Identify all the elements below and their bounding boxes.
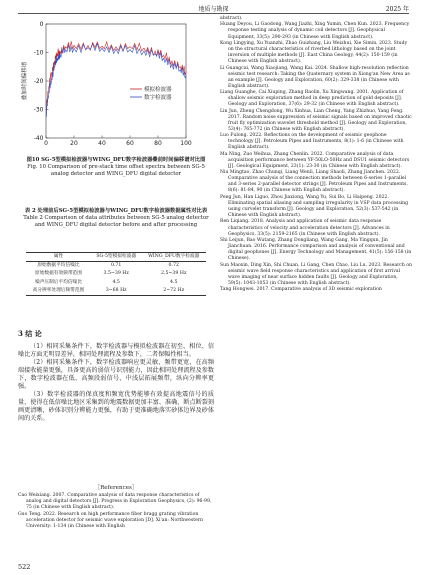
table-cell: 2~72 Hz bbox=[163, 287, 185, 293]
reference-item: Guo Teng. 2022. Research on high performance fiber bragg grating vibration acceleration detector for seismic wave exploration [D]. Xi'an: Northwestern University: 1-134 (in Chinese with English bbox=[18, 511, 203, 529]
conclusions-body bbox=[18, 343, 214, 423]
table-cell: 高分辨率处理后频带范围 bbox=[32, 287, 85, 293]
table-header-cell: SG-5型模拟检波器 bbox=[96, 254, 137, 259]
reference-item: Luo Fulong. 2022. Reflections on the development of seismic geophone technology [J]. Petroleum Pipes and Instruments, 8(1): 1-6 (in Chinese with English abstract). bbox=[220, 133, 404, 151]
header-rule bbox=[18, 13, 409, 14]
reference-item: Li Guangcai, Wang Xiaojiang, Wang Kai. 2024. Shallow high-resolution reflection seismic test research: Taking the Quaternary system in Xiong'an New Area as an example [J]. Geology and Exploration, 60(2): 329-338 (in Chinese with English abstract). bbox=[220, 65, 410, 89]
x-tick-label: 60 bbox=[126, 140, 134, 147]
reference-item: Ren Liqiang. 2018. Analysis and application of seismic data response characteristics of velocity and acceleration detectors [J]. Advances in Geophysics, 33(5): 2159-2165 (in Chinese with English abstract). bbox=[220, 219, 390, 237]
table-caption-zh: 表 2 处理前后SG-5型模拟检波器与WING_DFU数字检波器数据属性对比表 bbox=[24, 208, 208, 214]
table-cell: 4.5 bbox=[112, 279, 120, 285]
reference-item: Lin Jun, Zheng Chengdong, Wu Xinhua, Lian Cheng, Yang Zhizhuo, Yang Feng. 2017. Random noise suppression of seismic signals based on improved chaotic fruit fly optimization wavelet threshold method [J]. Geology and Exploration, 53(4): 765-772 (in Chinese with English abstract). bbox=[220, 108, 412, 132]
right-column bbox=[220, 16, 412, 561]
x-tick-label: 80 bbox=[154, 140, 162, 147]
table-cell: 2.5~39 Hz bbox=[161, 271, 187, 277]
table-row bbox=[26, 262, 206, 271]
table-cell: 3.5~39 Hz bbox=[103, 271, 129, 277]
y-tick-label: -10 bbox=[33, 49, 44, 57]
table-cell: 原始数据有效频带范围 bbox=[35, 271, 82, 277]
paragraph: （3）数字检波器的保真度和频宽优势能够有效提高地震信号的质量，使得在低信噪比地区采集到的地震数据更加丰富、准确，断点断裂刻画更清晰，砂体识别分辨能力更强，有助于更准确地落实砂体边界及砂体间的关系。 bbox=[18, 391, 214, 423]
reference-item: Shi Leijun, Bao Wutang, Zhang Dongliang, Wang Gang, Ma Yingqun, Jin Jianchuan. 2016. Performance comparison and analysis of conventional and digital geophones [J]. Energy Technology and Management, 41(5): 156-158 (in Chinese). bbox=[220, 237, 412, 262]
reference-item: Tang Hongwei. 2017. Comparative analysis of 3D seismic exploration bbox=[220, 287, 382, 293]
table-header-cell: 属性 bbox=[53, 254, 64, 259]
table-row bbox=[26, 270, 206, 278]
reference-item: abstract). bbox=[220, 16, 243, 21]
paragraph: （2）相同采集条件下，数字检波器响应更灵敏，频带更宽，在高频端接收能量更强，具备更高的弱信号识别能力，因此相同处理流程及参数下，数字检波器在低、高频段弱信号、中浅层拓展频带，纵向分辨率更强。 bbox=[18, 359, 214, 391]
running-header bbox=[0, 0, 427, 14]
x-tick-label: 100 bbox=[180, 140, 192, 147]
figure-caption-en: Fig. 10 Comparison of pre-stack time offset spectra between SG-5 analog detector and WING_DFU digital detector bbox=[27, 164, 205, 178]
references-heading: ［References］ bbox=[94, 485, 138, 491]
y-tick-label: 0 bbox=[39, 21, 44, 28]
table-cell: 0.72 bbox=[168, 263, 179, 269]
y-tick-label: -20 bbox=[33, 78, 44, 85]
references-left bbox=[18, 493, 214, 530]
table-caption-en: Table 2 Comparison of data attributes between SG-5 analog detector and WING_DFU digital detector before and after processing bbox=[23, 215, 209, 229]
figure-caption bbox=[18, 157, 214, 178]
table-header-cell: WING_DFU数字检波器 bbox=[148, 254, 200, 259]
reference-item: Sun Maoxin, Ding Xin, Shi Chuan, Li Gang, Chen Chao, Liu Lu. 2023. Research on seismic wave field response characteristics and application of first arrival wave imaging of near surface hidden faults [J]. Geology and Exploration, 59(5): 1043-1053 (in Chinese with English abstract). bbox=[220, 262, 412, 286]
left-column bbox=[18, 16, 214, 561]
attribute-table bbox=[26, 252, 206, 296]
series-line-2 bbox=[46, 44, 186, 117]
table-cell: 噪声压制后平均信噪比 bbox=[35, 279, 82, 285]
paragraph: （1）相同采集条件下，数字检波器与模拟检波器在初至、相位、信噪比方面无明显差异，相同处理流程及参数下，二者保幅性相当。 bbox=[18, 343, 214, 359]
reference-item: Ma Ning, Zuo Weihua, Zhang Chenlin. 2022. Comparative analysis of data acquisition performance between YF-50LO-50Hz and DSU1 seismic detectors [J]. Geological Equipment, 23(1): 23-30 (in Chinese with English abstract). bbox=[220, 151, 410, 169]
table-header-row bbox=[26, 253, 206, 262]
page-number: 522 bbox=[18, 563, 31, 571]
reference-item: Niu Mingtao, Zhao Chunqi, Liang Wenli, Liang Shaoli, Zhang Jianchen. 2022. Comparative analysis of the connection methods between 6-series 1-parallel and 3-series 2-parallel detector strings [J]. Petroleum Pipes and Instruments, 8(6): 81-84, 90 (in Chinese with English abstract). bbox=[220, 170, 408, 194]
references-right bbox=[220, 16, 412, 294]
y-tick-label: -40 bbox=[33, 135, 44, 142]
y-tick-label: -30 bbox=[33, 106, 44, 114]
figure-caption-zh: 图10 SG-5型模拟检波器与WING_DFU数字检波器叠前时间偏移谱对比图 bbox=[26, 157, 206, 163]
reference-item: Liang Guanghe, Cai Xiuping, Zhang Baolin, Xu Xingwang. 2001. Application of shallow seismic exploration method in deep prediction of gold deposits [J]. Geology and Exploration, 37(6): 29-32 (in Chinese with English abstract). bbox=[220, 90, 404, 108]
table-caption bbox=[18, 208, 214, 229]
reference-item: Kong Lingying, Xu Yuanzhi, Zhao Guizhang, Liu Weizhui, Xie Simin. 2023. Study on the structural characteristics of riverbed lithology based on the joint inversion of multiple methods [J]. East China Geology, 44(2): 150-159 (in Chinese with English abstract). bbox=[220, 40, 408, 65]
table-row bbox=[26, 287, 206, 296]
table-cell: 3~68 Hz bbox=[105, 287, 127, 293]
journal-name: 地质与勘探 bbox=[198, 6, 229, 13]
reference-item: Cao Weixiang. 2007. Comparative analysis of data response characteristics of analog and digital detectors [J]. Progress in Exploration Geophysics, (2): 96-99, 75 (in Chinese with English abstract). bbox=[18, 493, 212, 511]
y-axis-label: 叠加时间偏移谱 bbox=[22, 61, 28, 101]
table-cell: 原始数据平均信噪比 bbox=[37, 263, 80, 269]
plot-frame bbox=[46, 24, 186, 138]
reference-item: Huang Deyou, Li Gaodong, Wang Jiazhi, Xing Yumin, Chen Kun. 2023. Frequency response testing analysis of dynamic coil detectors [J]. Geophysical Equipment, 33(5): 290-293 (in Chinese with English abstract). bbox=[220, 22, 410, 40]
journal-year: 2025 年 bbox=[385, 6, 409, 13]
x-tick-label: 0 bbox=[44, 140, 48, 147]
legend-label: 数字检波器 bbox=[144, 95, 172, 101]
legend-label: 模拟检波器 bbox=[144, 87, 172, 93]
table-cell: 4.5 bbox=[169, 279, 178, 285]
x-tick-label: 20 bbox=[70, 140, 78, 147]
spectrum-chart bbox=[18, 16, 214, 156]
table-row bbox=[26, 279, 206, 287]
section-title: 3 结 论 bbox=[18, 329, 42, 338]
reference-item: Peng Jun, Han Liguo, Zhou Jiaxiong, Wang Yu, Sui Bo, Li Haipeng. 2022. Eliminating spatial aliasing and sampling irregularity in VSP data processing using curvelet transform [J]. Geology and Exploration, 52(3): 537-542 (in Chinese with English abstract). bbox=[220, 194, 409, 219]
table-cell: 0.71 bbox=[110, 263, 122, 269]
x-tick-label: 40 bbox=[98, 140, 106, 147]
